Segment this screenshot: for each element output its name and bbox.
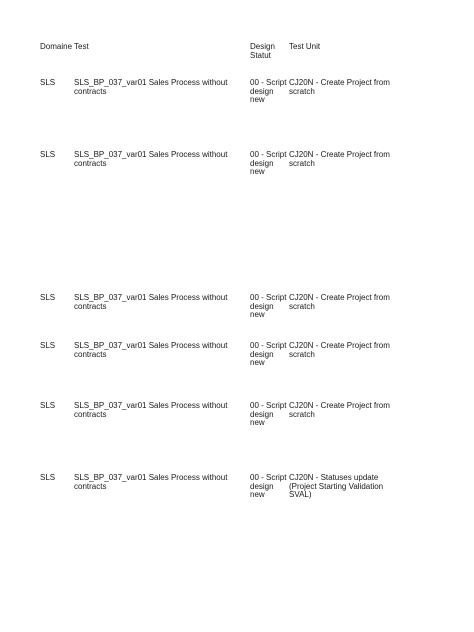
cell-design-statut: 00 - Script design new	[250, 473, 287, 500]
cell-domaine: SLS	[40, 150, 56, 159]
cell-test-unit: CJ20N - Create Project from scratch	[289, 78, 390, 96]
cell-domaine: SLS	[40, 401, 56, 410]
cell-design-statut: 00 - Script design new	[250, 341, 287, 368]
cell-domaine: SLS	[40, 341, 56, 350]
column-header-design-statut: Design Statut	[250, 42, 275, 60]
cell-test: SLS_BP_037_var01 Sales Process without contracts	[74, 293, 228, 311]
cell-test: SLS_BP_037_var01 Sales Process without contracts	[74, 150, 228, 168]
cell-test: SLS_BP_037_var01 Sales Process without contracts	[74, 341, 228, 359]
column-header-test: Test	[74, 42, 89, 51]
cell-domaine: SLS	[40, 78, 56, 87]
cell-design-statut: 00 - Script design new	[250, 293, 287, 320]
cell-design-statut: 00 - Script design new	[250, 150, 287, 177]
cell-test-unit: CJ20N - Create Project from scratch	[289, 150, 390, 168]
cell-test-unit: CJ20N - Create Project from scratch	[289, 341, 390, 359]
column-header-domaine: Domaine	[40, 42, 73, 51]
cell-domaine: SLS	[40, 473, 56, 482]
cell-test: SLS_BP_037_var01 Sales Process without contracts	[74, 78, 228, 96]
cell-domaine: SLS	[40, 293, 56, 302]
cell-design-statut: 00 - Script design new	[250, 78, 287, 105]
column-header-test-unit: Test Unit	[289, 42, 321, 51]
cell-test-unit: CJ20N - Create Project from scratch	[289, 401, 390, 419]
cell-design-statut: 00 - Script design new	[250, 401, 287, 428]
cell-test: SLS_BP_037_var01 Sales Process without contracts	[74, 473, 228, 491]
cell-test: SLS_BP_037_var01 Sales Process without contracts	[74, 401, 228, 419]
cell-test-unit: CJ20N - Statuses update (Project Starting Validation SVAL)	[289, 473, 384, 500]
cell-test-unit: CJ20N - Create Project from scratch	[289, 293, 390, 311]
